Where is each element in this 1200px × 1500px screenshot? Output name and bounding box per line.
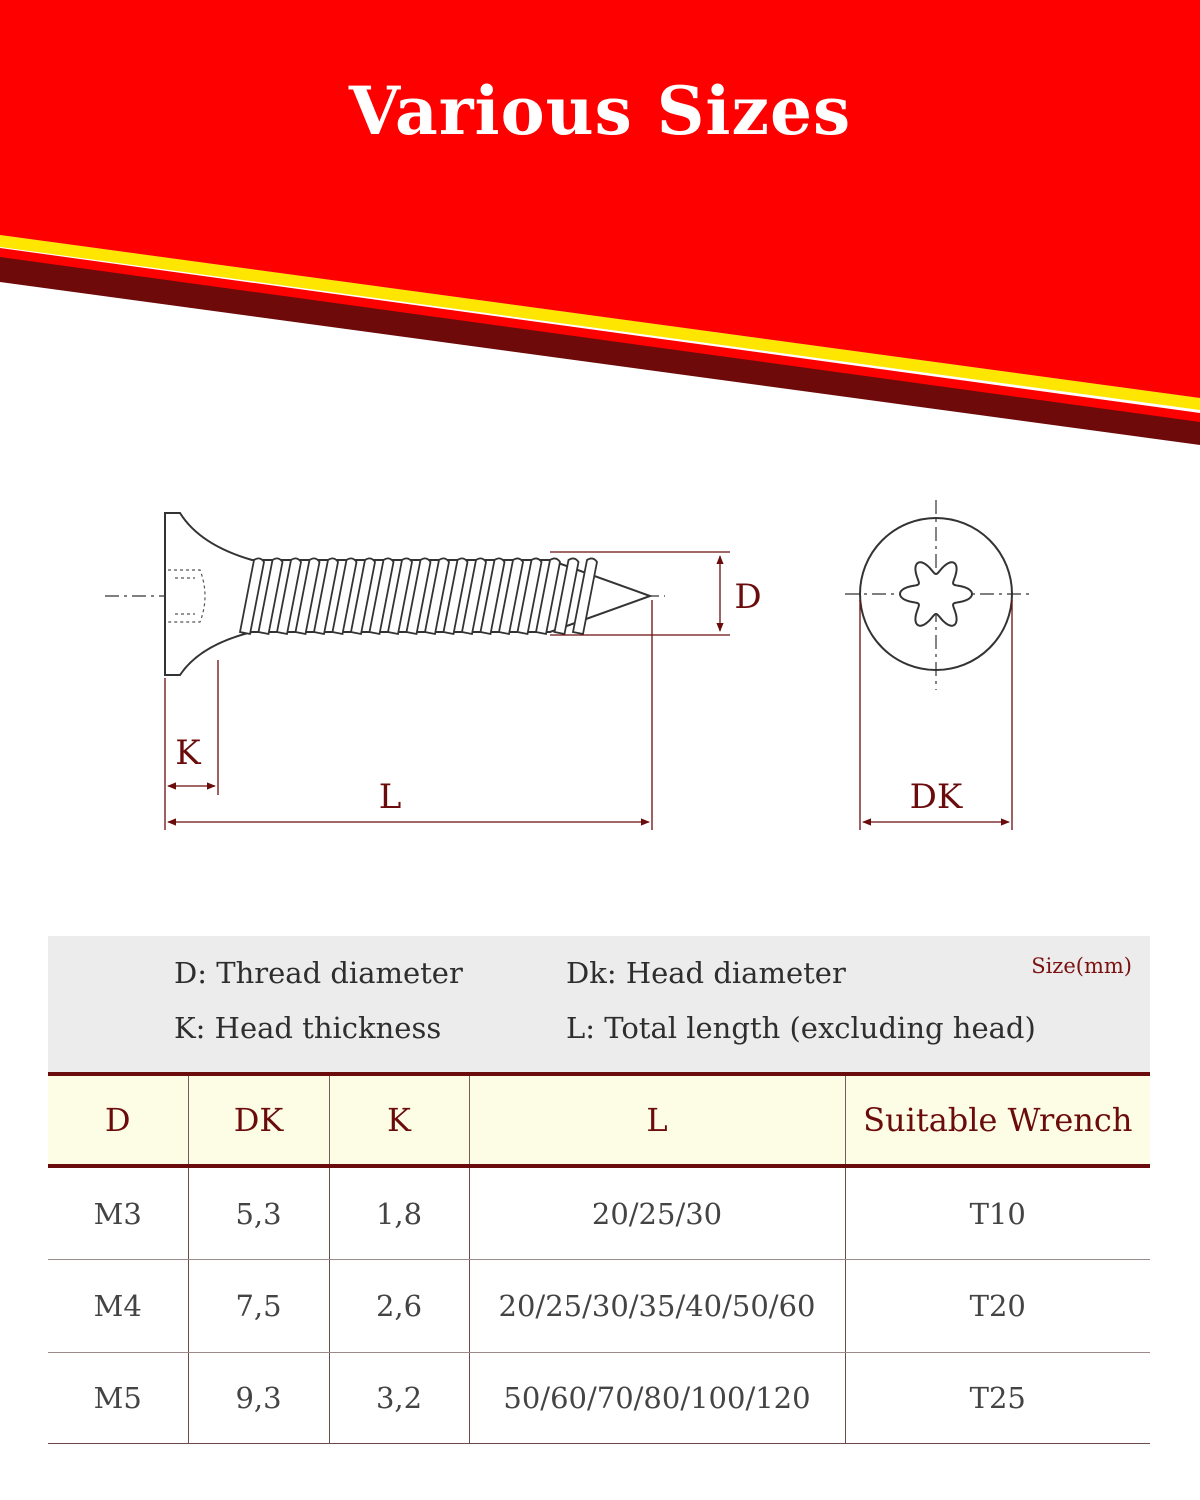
table-row [48,1260,1150,1353]
header-suitable-wrench: Suitable Wrench [845,1074,1150,1166]
cell-wrench: T25 [845,1353,1150,1444]
table-row [48,1166,1150,1260]
table-row [48,1353,1150,1444]
cell-l: 50/60/70/80/100/120 [469,1353,845,1444]
size-unit-label: Size(mm) [1031,954,1132,978]
header-k: K [329,1074,469,1166]
screw-technical-drawing [0,480,1200,880]
table-header-row [48,1074,1150,1166]
header-banner [0,0,1200,460]
legend-dk: Dk: Head diameter [566,956,846,990]
cell-l: 20/25/30 [469,1166,845,1260]
legend-d: D: Thread diameter [174,956,463,990]
cell-wrench: T10 [845,1166,1150,1260]
cell-d: M5 [48,1353,188,1444]
k-label: K [175,733,201,773]
page-title: Various Sizes [348,72,852,150]
cell-dk: 7,5 [188,1260,329,1353]
header-dk: DK [188,1074,329,1166]
screw-outline [165,513,650,675]
dimension-legend [48,936,1150,1072]
cell-dk: 5,3 [188,1166,329,1260]
header-l: L [469,1074,845,1166]
size-spec-table [48,1072,1150,1444]
header-d: D [48,1074,188,1166]
cell-dk: 9,3 [188,1353,329,1444]
dk-label: DK [909,777,963,817]
cell-d: M3 [48,1166,188,1260]
screw-head-top-view [845,500,1030,690]
cell-k: 3,2 [329,1353,469,1444]
cell-k: 1,8 [329,1166,469,1260]
legend-k: K: Head thickness [174,1011,442,1045]
legend-l: L: Total length (excluding head) [566,1011,1036,1045]
cell-d: M4 [48,1260,188,1353]
cell-l: 20/25/30/35/40/50/60 [469,1260,845,1353]
d-label: D [734,577,762,617]
l-label: L [378,777,402,817]
cell-wrench: T20 [845,1260,1150,1353]
cell-k: 2,6 [329,1260,469,1353]
screw-side-view [105,513,665,675]
